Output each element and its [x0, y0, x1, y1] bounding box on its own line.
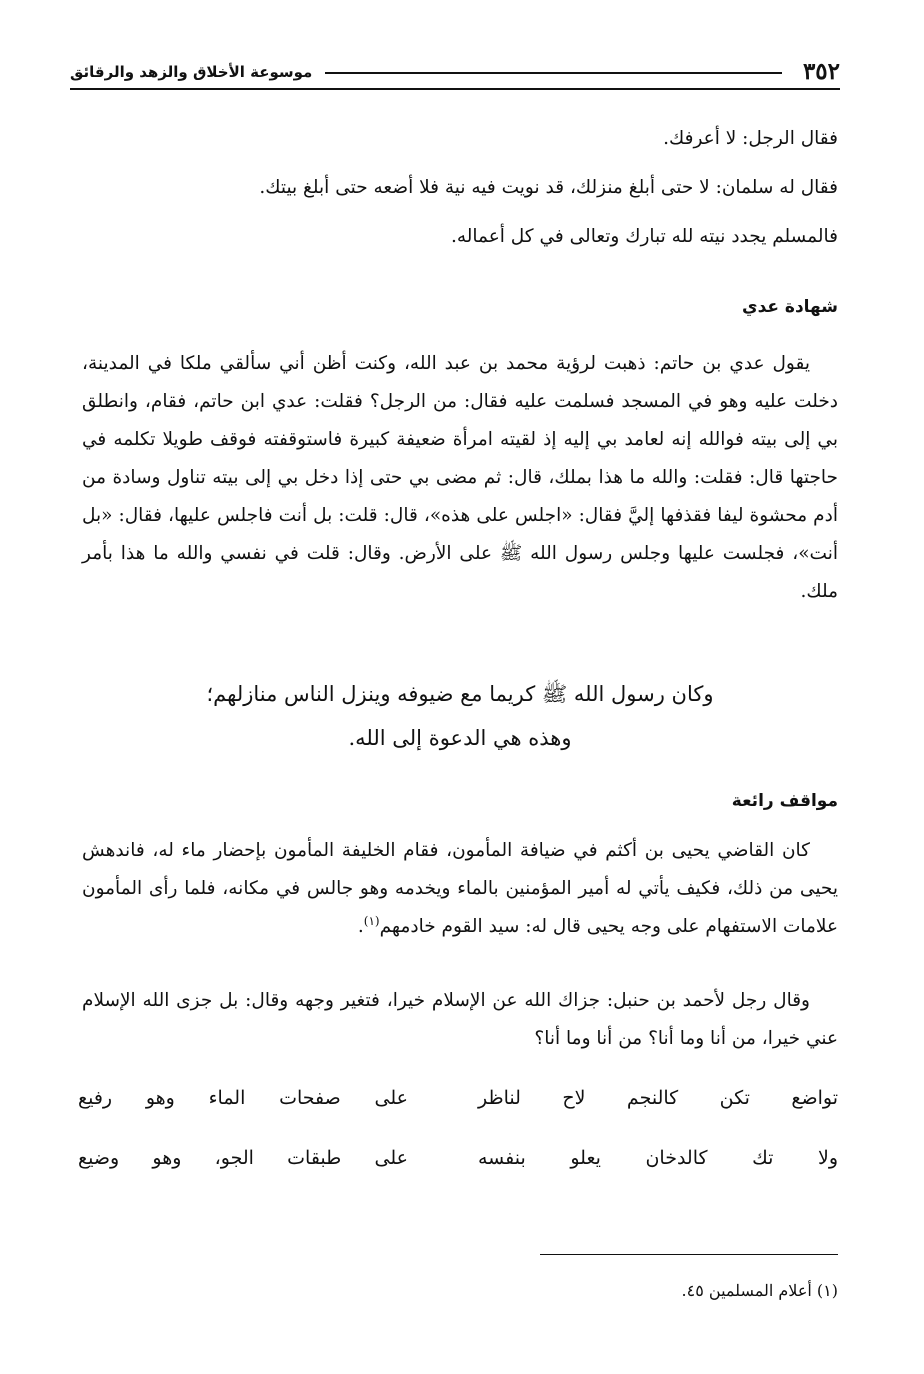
ahmad-story-paragraph: وقال رجل لأحمد بن حنبل: جزاك الله عن الإسلام خيرا، فتغير وجهه وقال: بل جزى الله الإسلام عني خيرا، من أنا وما أنا؟ من أنا وما أنا؟ [82, 990, 838, 1049]
verse-second-hemistich: على صفحات الماء وهو رفيع [78, 1087, 408, 1109]
section-heading: شهادة عدي [741, 297, 838, 317]
section-heading: مواقف رائعة [731, 791, 838, 811]
paragraph-text: كان القاضي يحيى بن أكثم في ضيافة المأمون، فقام الخليفة المأمون بإحضار ماء له، فاندهش يحيى من ذلك، فكيف يأتي له أمير المؤمنين بالماء ويخدمه وهو جالس في مكانه، فلما رأى المأمون علامات الاستفهام على وجه يحيى قال له: سيد القوم خادمهم [82, 840, 838, 937]
adi-story-paragraph: يقول عدي بن حاتم: ذهبت لرؤية محمد بن عبد الله، وكنت أظن أني سألقي ملكا في المدينة، دخلت عليه وهو في المسجد فسلمت عليه فقال: من الرجل؟ فقلت: عدي ابن حاتم، فقام، وانطلق بي إلى بيته فوالله إنه لعامد بي إليه إذ لقيته امرأة ضعيفة كبيرة فاستوقفته فوقف طويلا تكلمه في حاجتها قال: فقلت: والله ما هذا بملك، قال: ثم مضى بي حتى إذا دخل بي إلى بيته تناول وسادة من أدم محشوة ليفا فقذفها إليَّ فقال: «اجلس على هذه»، قال: قلت: بل أنت فاجلس عليها، فقال: «بل أنت»، فجلست عليها وجلس رسول الله ﷺ على الأرض. وقال: قلت في نفسي والله ما هذا بأمر ملك. [82, 353, 838, 602]
paragraph: فقال له سلمان: لا حتى أبلغ منزلك، قد نويت فيه نية فلا أضعه حتى أبلغ بيتك. [259, 177, 838, 198]
footnote: (١) أعلام المسلمين ٤٥. [681, 1281, 838, 1300]
verse-first-hemistich: تواضع تكن كالنجم لاح لناظر [478, 1087, 838, 1109]
page-number: ٣٥٢ [802, 58, 840, 85]
footnote-reference: (١) [363, 913, 380, 928]
quote-line: وهذه هي الدعوة إلى الله. [348, 726, 572, 750]
paragraph-end: . [357, 916, 364, 937]
header-rule [70, 88, 840, 90]
book-title: موسوعة الأخلاق والزهد والرقائق [70, 63, 313, 81]
footnote-divider [540, 1254, 838, 1255]
poem-verse [78, 1078, 838, 1118]
intro-paragraphs [82, 120, 838, 256]
verse-second-hemistich: على طبقات الجو، وهو وضيع [78, 1147, 408, 1169]
paragraph: فالمسلم يجدد نيته لله تبارك وتعالى في كل أعماله. [450, 226, 838, 247]
mamun-story-paragraph [82, 832, 838, 946]
page-header [70, 56, 840, 90]
header-dash-line [325, 72, 782, 74]
verse-first-hemistich: ولا تك كالدخان يعلو بنفسه [478, 1147, 838, 1169]
paragraph: فقال الرجل: لا أعرفك. [663, 128, 838, 149]
poem-verse [78, 1138, 838, 1178]
quote-line: وكان رسول الله ﷺ كريما مع ضيوفه وينزل الناس منازلهم؛ [206, 682, 714, 706]
